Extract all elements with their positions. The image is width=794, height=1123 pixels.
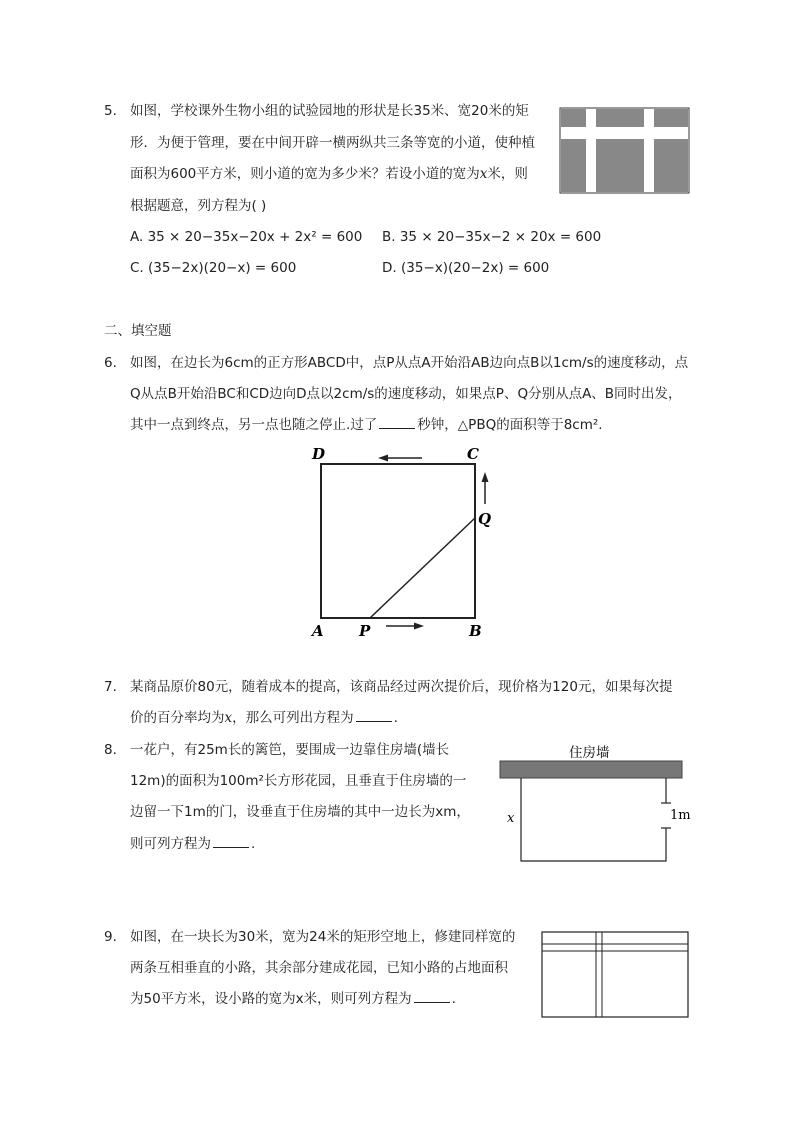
q8-wall-figure [496, 738, 696, 868]
q5-line-4: 根据题意，列方程为( ) [130, 198, 267, 214]
q9-line-3-text: 为50平方米，设小路的宽为x米，则可列方程为 [130, 991, 412, 1007]
label-d: D [312, 445, 326, 463]
q6-line-3 [130, 415, 603, 435]
q8-line-4-end: . [251, 836, 256, 852]
q6-square-figure [300, 440, 510, 645]
x-label: x [507, 811, 515, 826]
arrow-up-icon [482, 472, 489, 482]
fence [521, 778, 666, 861]
label-a: A [312, 622, 324, 640]
q5-line-3-text: 面积为600平方米，则小道的宽为多少米？若设小道的宽为 [130, 166, 480, 182]
q9-number: 9. [104, 929, 117, 945]
arrow-left-icon [378, 455, 388, 462]
q6-answer-blank[interactable] [379, 416, 415, 429]
plot-bottom-middle [596, 139, 644, 192]
q6-line-1: 如图，在边长为6cm的正方形ABCD中，点P从点A开始沿AB边向点B以1cm/s的速度移动，点 [130, 355, 689, 371]
q6-line-3-end: 秒钟，△PBQ的面积等于8cm². [417, 417, 603, 433]
q5-option-c: C. (35−2x)(20−x) = 600 [130, 260, 297, 276]
house-wall [500, 761, 682, 778]
q7-number: 7. [104, 679, 117, 695]
q7-answer-blank[interactable] [356, 709, 392, 722]
label-c: C [467, 445, 479, 463]
section-heading: 二、填空题 [104, 323, 172, 339]
segment-pq [370, 518, 475, 618]
arrow-right-icon [414, 623, 424, 630]
plot-top-left [561, 109, 586, 127]
q5-line-2: 形．为便于管理，要在中间开辟一横两纵共三条等宽的小道，使种植 [130, 135, 535, 151]
empty-lot [542, 932, 688, 1017]
q8-line-4-text: 则可列方程为 [130, 836, 211, 852]
q8-line-2: 12m)的面积为100m²长方形花园，且垂直于住房墙的一 [130, 773, 467, 789]
plot-bottom-right [654, 139, 688, 192]
q5-line-3 [130, 164, 528, 184]
q7-variable: x [224, 710, 233, 726]
q7-line-2 [130, 708, 398, 728]
q5-option-d: D. (35−x)(20−2x) = 600 [382, 260, 550, 276]
plot-top-middle [596, 109, 644, 127]
q8-line-4 [130, 834, 255, 854]
q8-answer-blank[interactable] [213, 835, 249, 848]
plot-top-right [654, 109, 688, 127]
q7-line-1: 某商品原价80元，随着成本的提高，该商品经过两次提价后，现价格为120元，如果每次提 [130, 679, 673, 695]
q5-line-1: 如图，学校课外生物小组的试验园地的形状是长35米、宽20米的矩 [130, 103, 529, 119]
q8-line-1: 一花户，有25m长的篱笆，要围成一边靠住房墙(墙长 [130, 742, 450, 758]
q6-number: 6. [104, 355, 117, 371]
label-q: Q [478, 510, 492, 528]
q5-number: 5. [104, 103, 117, 119]
q7-line-2-text: 价的百分率均为 [130, 710, 225, 726]
q5-option-a: A. 35 × 20−35x−20x + 2x² = 600 [130, 229, 363, 245]
q8-line-3: 边留一下1m的门，设垂直于住房墙的其中一边长为xm， [130, 804, 470, 820]
wall-label: 住房墙 [569, 745, 610, 761]
q5-variable: x [479, 166, 488, 182]
q5-garden-figure [559, 107, 691, 195]
q9-path-figure [541, 931, 691, 1021]
q5-line-3-end: 米，则 [487, 166, 528, 182]
q8-number: 8. [104, 742, 117, 758]
q9-line-3 [130, 989, 456, 1009]
q7-line-2-mid: ，那么可列出方程为 [232, 710, 354, 726]
q6-line-3-text: 其中一点到终点，另一点也随之停止.过了 [130, 417, 378, 433]
q6-line-2: Q从点B开始沿BC和CD边向D点以2cm/s的速度移动，如果点P、Q分别从点A、B同时出发， [130, 386, 682, 402]
label-p: P [359, 622, 371, 640]
q9-line-2: 两条互相垂直的小路，其余部分建成花园，已知小路的占地面积 [130, 960, 508, 976]
label-b: B [469, 622, 482, 640]
q9-line-3-end: . [451, 991, 456, 1007]
door-label: 1m [670, 808, 691, 823]
plot-bottom-left [561, 139, 586, 192]
q9-answer-blank[interactable] [414, 990, 450, 1003]
q5-option-b: B. 35 × 20−35x−2 × 20x = 600 [382, 229, 602, 245]
q7-line-2-end: . [393, 710, 398, 726]
q9-line-1: 如图，在一块长为30米，宽为24米的矩形空地上，修建同样宽的 [130, 929, 516, 945]
